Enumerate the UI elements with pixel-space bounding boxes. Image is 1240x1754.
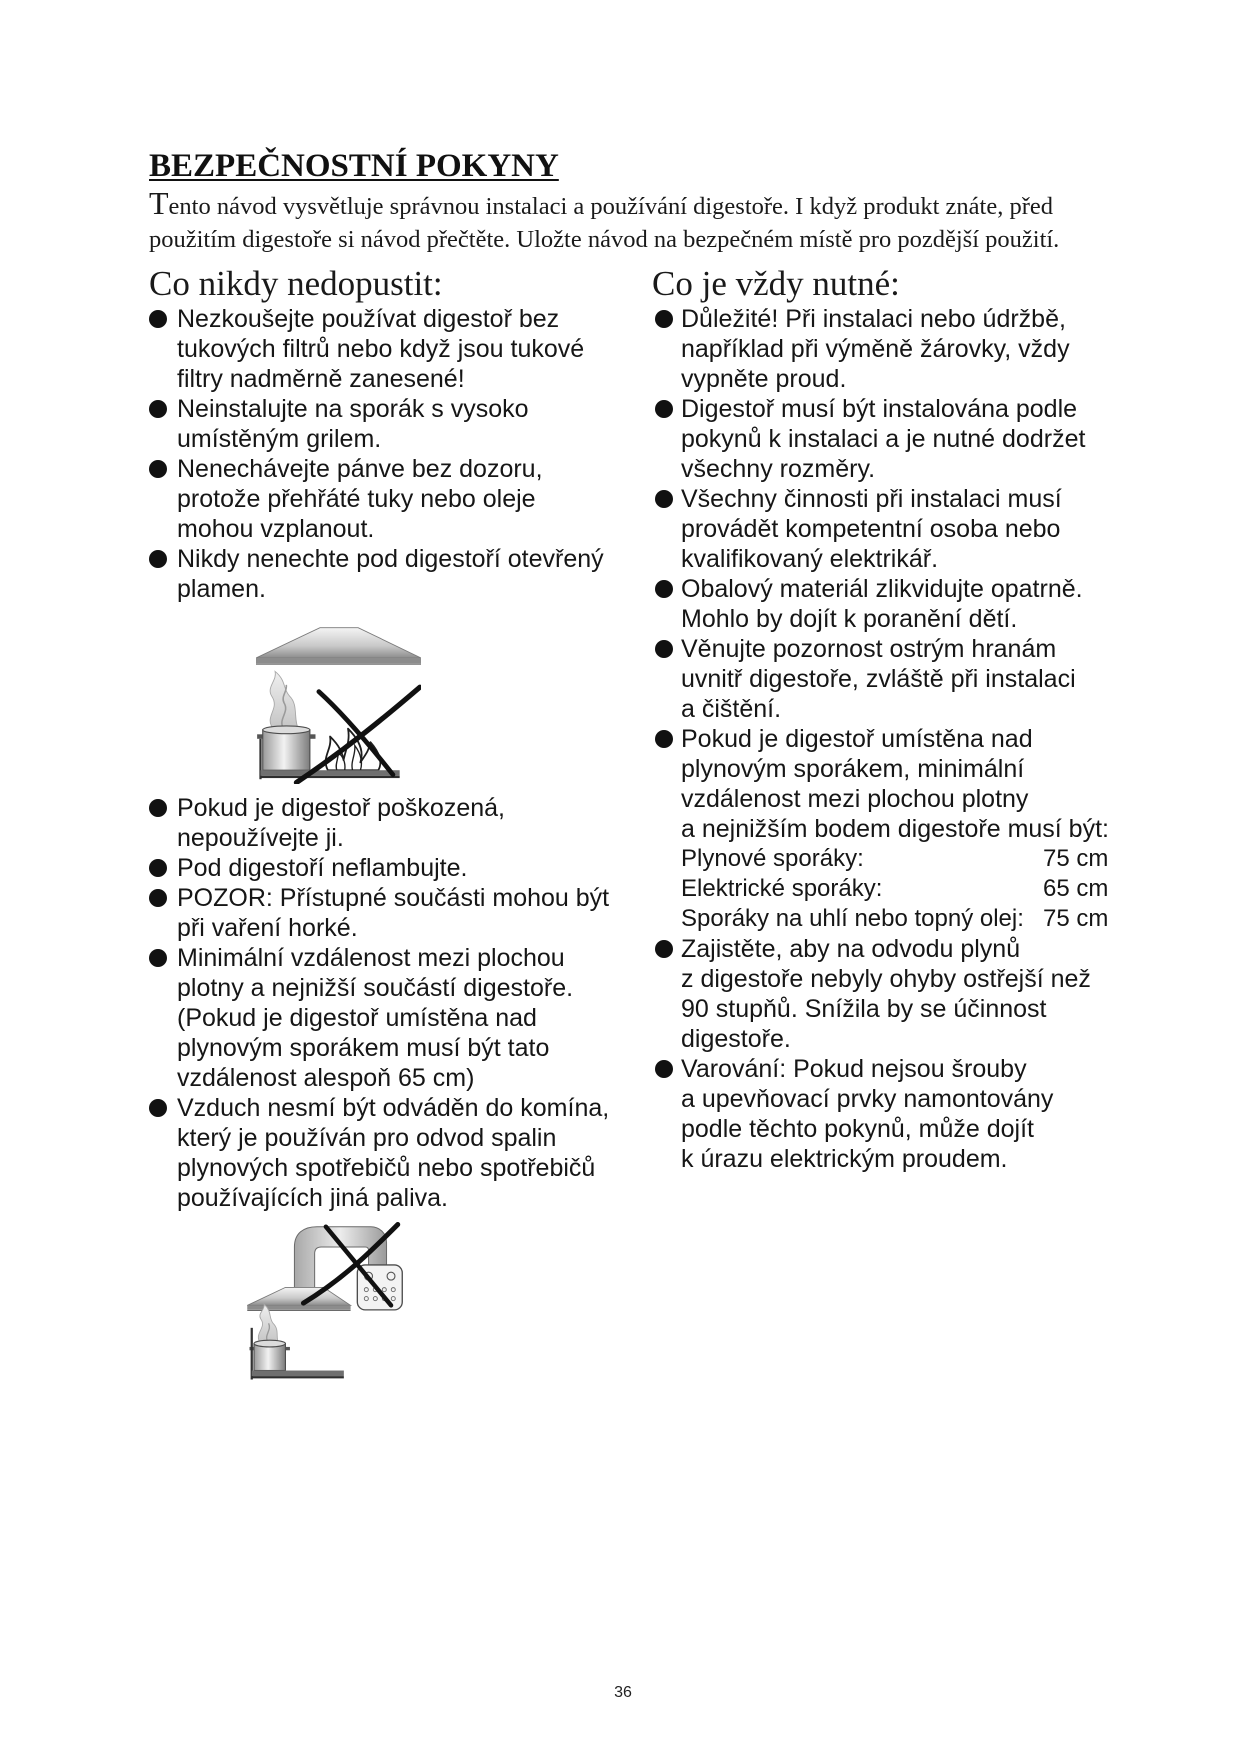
list-item [149, 454, 604, 544]
distance-row [681, 904, 1109, 934]
item-line: digestoře. [681, 1025, 791, 1053]
list-item [655, 1054, 1109, 1174]
never-do-heading: Co nikdy nedopustit: [149, 264, 443, 303]
list-item [655, 574, 1109, 634]
item-line: nepoužívejte ji. [177, 824, 344, 852]
item-line: uvnitř digestoře, zvláště při instalaci [681, 665, 1076, 693]
distance-value: 75 cm [1043, 845, 1109, 872]
item-line: Věnujte pozornost ostrým hranám [681, 635, 1057, 663]
distance-value: 65 cm [1043, 875, 1109, 902]
item-line: a nejnižším bodem digestoře musí být: [681, 815, 1109, 843]
item-line: vypněte proud. [681, 365, 847, 393]
always-do-list [655, 304, 1109, 1174]
intro-line: Tento návod vysvětluje správnou instalaci a používání digestoře. I když produkt znáte, před [149, 185, 1054, 221]
page-number: 36 [614, 1684, 632, 1701]
bullet-icon [655, 310, 673, 328]
item-line: Důležité! Při instalaci nebo údržbě, [681, 305, 1066, 333]
item-line: tukových filtrů nebo když jsou tukové [177, 335, 585, 363]
bullet-icon [149, 400, 167, 418]
no-flue-connection-illustration [247, 1220, 407, 1384]
never-do-list-continued [149, 793, 609, 1213]
item-line: pokynů k instalaci a je nutné dodržet [681, 425, 1086, 453]
item-line: protože přehřáté tuky nebo oleje [177, 485, 536, 513]
item-line: Pokud je digestoř umístěna nad [681, 725, 1033, 753]
stove-type-label: Sporáky na uhlí nebo topný olej: [681, 905, 1024, 932]
item-line: (Pokud je digestoř umístěna nad [177, 1004, 537, 1032]
list-item [655, 304, 1109, 394]
bullet-icon [149, 1099, 167, 1117]
item-line: všechny rozměry. [681, 455, 876, 483]
intro-paragraph [149, 187, 1059, 256]
page-title: BEZPEČNOSTNÍ POKYNY [149, 148, 559, 184]
stove-type-label: Plynové sporáky: [681, 845, 864, 872]
bullet-icon [149, 460, 167, 478]
item-line: který je používán pro odvod spalin [177, 1124, 557, 1152]
stove-type-label: Elektrické sporáky: [681, 875, 883, 902]
hood-shape [247, 1287, 350, 1310]
item-line: Všechny činnosti při instalaci musí [681, 485, 1062, 513]
bullet-icon [149, 799, 167, 817]
item-line: Pokud je digestoř poškozená, [177, 794, 505, 822]
item-line: Nikdy nenechte pod digestoří otevřený [177, 545, 604, 573]
item-line: Digestoř musí být instalována podle [681, 395, 1078, 423]
item-line: Varování: Pokud nejsou šrouby [681, 1055, 1027, 1083]
bullet-icon [149, 310, 167, 328]
item-line: filtry nadměrně zanesené! [177, 365, 465, 393]
never-do-list [149, 304, 604, 604]
item-line: k úrazu elektrickým proudem. [681, 1145, 1008, 1173]
bullet-icon [655, 580, 673, 598]
item-line: například při výměně žárovky, vždy [681, 335, 1070, 363]
distance-row [681, 874, 1109, 904]
item-line: vzdálenost alespoň 65 cm) [177, 1064, 475, 1092]
item-line: Mohlo by dojít k poranění dětí. [681, 605, 1018, 633]
item-line: POZOR: Přístupné součásti mohou být [177, 884, 610, 912]
bullet-icon [655, 730, 673, 748]
item-line: plynových spotřebičů nebo spotřebičů [177, 1154, 596, 1182]
distance-row [681, 844, 1109, 874]
item-line: umístěným grilem. [177, 425, 382, 453]
list-item [149, 1093, 609, 1213]
steam-shape [270, 671, 299, 729]
item-line: plynovým sporákem, minimální [681, 755, 1025, 783]
item-line: Obalový materiál zlikvidujte opatrně. [681, 575, 1083, 603]
list-item [149, 793, 609, 853]
item-line: podle těchto pokynů, může dojít [681, 1115, 1035, 1143]
item-line: při vaření horké. [177, 914, 358, 942]
bullet-icon [655, 1060, 673, 1078]
item-line: Neinstalujte na sporák s vysoko [177, 395, 529, 423]
bullet-icon [655, 640, 673, 658]
list-item [149, 394, 604, 454]
bullet-icon [655, 490, 673, 508]
bullet-icon [149, 889, 167, 907]
item-line: používajících jiná paliva. [177, 1184, 448, 1212]
list-item [149, 883, 609, 943]
item-line: kvalifikovaný elektrikář. [681, 545, 939, 573]
item-line: plamen. [177, 575, 266, 603]
distance-value: 75 cm [1043, 905, 1109, 932]
item-line: Pod digestoří neflambujte. [177, 854, 468, 882]
item-line: plynovým sporákem musí být tato [177, 1034, 550, 1062]
bullet-icon [655, 940, 673, 958]
bullet-icon [149, 859, 167, 877]
list-item [655, 394, 1109, 484]
list-item [149, 544, 604, 604]
item-line: Minimální vzdálenost mezi plochou [177, 944, 565, 972]
bullet-icon [149, 949, 167, 967]
hood-shape [256, 628, 421, 664]
item-line: z digestoře nebyly ohyby ostřejší než [681, 965, 1091, 993]
pot-shape [249, 1340, 289, 1370]
item-line: Nenechávejte pánve bez dozoru, [177, 455, 543, 483]
item-line: a upevňovací prvky namontovány [681, 1085, 1054, 1113]
list-item [149, 943, 609, 1093]
item-line: 90 stupňů. Snížila by se účinnost [681, 995, 1047, 1023]
item-line: Zajistěte, aby na odvodu plynů [681, 935, 1021, 963]
item-line: provádět kompetentní osoba nebo [681, 515, 1061, 543]
list-item [655, 484, 1109, 574]
item-line: vzdálenost mezi plochou plotny [681, 785, 1029, 813]
item-line: mohou vzplanout. [177, 515, 375, 543]
bullet-icon [655, 400, 673, 418]
bullet-icon [149, 550, 167, 568]
list-item [149, 853, 609, 883]
list-item [655, 724, 1109, 934]
item-line: a čištění. [681, 695, 782, 723]
pot-shape [257, 726, 315, 770]
list-item [149, 304, 604, 394]
item-line: plotny a nejnižší součástí digestoře. [177, 974, 574, 1002]
always-do-heading: Co je vždy nutné: [652, 264, 900, 303]
no-open-flame-illustration [256, 624, 421, 784]
intro-line: použitím digestoře si návod přečtěte. Uložte návod na bezpečném místě pro pozdější použití. [149, 226, 1060, 253]
item-line: Vzduch nesmí být odváděn do komína, [177, 1094, 610, 1122]
list-item [655, 634, 1109, 724]
list-item [655, 934, 1109, 1054]
item-line: Nezkoušejte používat digestoř bez [177, 305, 560, 333]
